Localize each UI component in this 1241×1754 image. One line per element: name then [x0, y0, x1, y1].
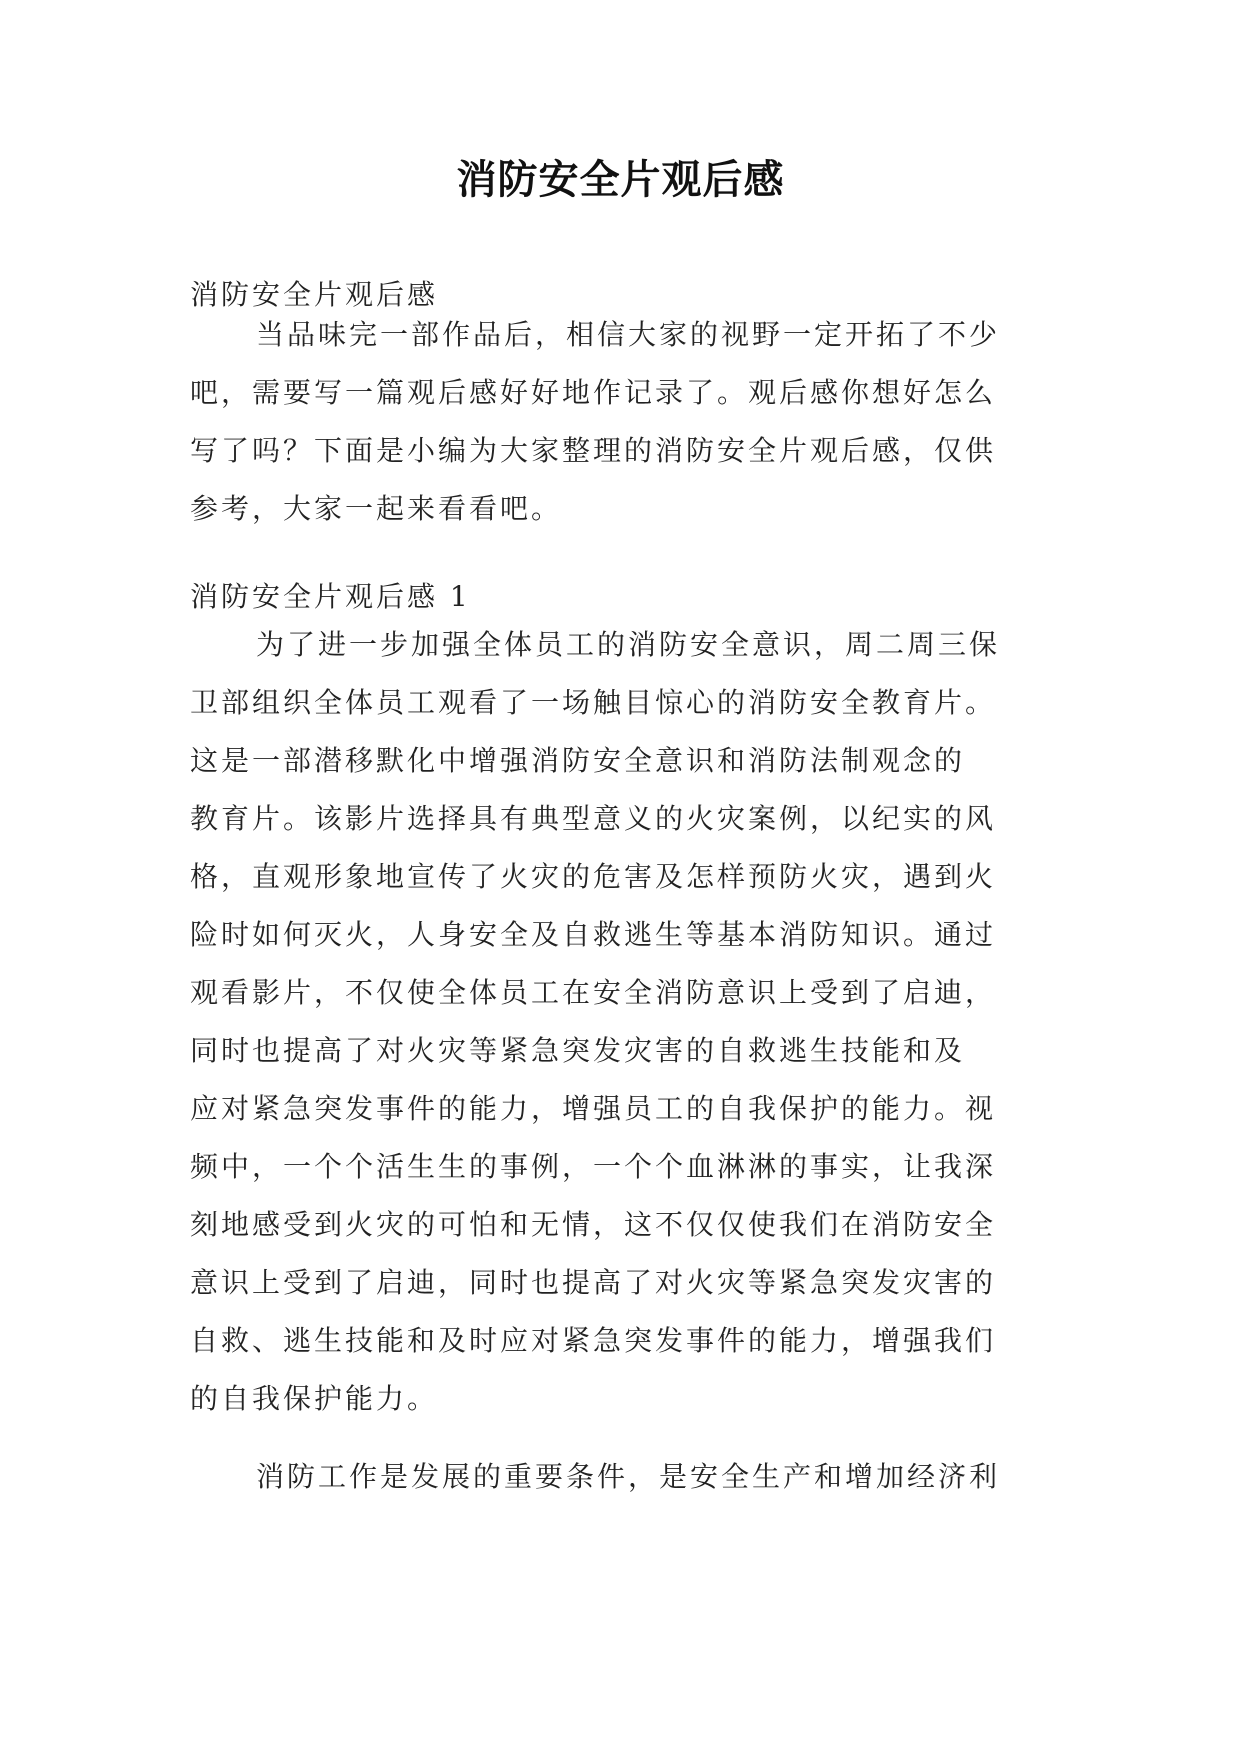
- section-1-paragraph-2: [190, 1448, 1050, 1506]
- text-line: 应对紧急突发事件的能力，增强员工的自我保护的能力。视: [190, 1092, 997, 1125]
- text-line: 为了进一步加强全体员工的消防安全意识，周二周三保: [256, 628, 1001, 661]
- text-line: 同时也提高了对火灾等紧急突发灾害的自救逃生技能和及: [190, 1034, 966, 1067]
- section-1-heading: 消防安全片观后感 1: [190, 580, 471, 613]
- text-line: 刻地感受到火灾的可怕和无情，这不仅仅使我们在消防安全: [190, 1208, 997, 1241]
- text-line: 频中，一个个活生生的事例，一个个血淋淋的事实，让我深: [190, 1150, 997, 1183]
- text-line: 险时如何灭火，人身安全及自救逃生等基本消防知识。通过: [190, 918, 997, 951]
- text-line: 意识上受到了启迪，同时也提高了对火灾等紧急突发灾害的: [190, 1266, 997, 1299]
- text-line: 参考，大家一起来看看吧。: [190, 492, 563, 525]
- intro-heading: 消防安全片观后感: [190, 278, 439, 311]
- text-line: 写了吗？下面是小编为大家整理的消防安全片观后感，仅供: [190, 434, 997, 467]
- text-line: 的自我保护能力。: [190, 1382, 439, 1415]
- text-line: 吧，需要写一篇观后感好好地作记录了。观后感你想好怎么: [190, 376, 997, 409]
- text-line: 卫部组织全体员工观看了一场触目惊心的消防安全教育片。: [190, 686, 997, 719]
- intro-paragraph: [190, 306, 1050, 538]
- text-line: 当品味完一部作品后，相信大家的视野一定开拓了不少: [256, 318, 1001, 351]
- text-line: 自救、逃生技能和及时应对紧急突发事件的能力，增强我们: [190, 1324, 997, 1357]
- text-line: 格，直观形象地宣传了火灾的危害及怎样预防火灾，遇到火: [190, 860, 997, 893]
- text-line: 这是一部潜移默化中增强消防安全意识和消防法制观念的: [190, 744, 966, 777]
- text-line: 教育片。该影片选择具有典型意义的火灾案例，以纪实的风: [190, 802, 997, 835]
- document-title: 消防安全片观后感: [456, 157, 785, 203]
- section-1-paragraph-1: [190, 616, 1050, 1428]
- text-line: 消防工作是发展的重要条件，是安全生产和增加经济利: [256, 1460, 1001, 1493]
- text-line: 观看影片，不仅使全体员工在安全消防意识上受到了启迪，: [190, 976, 997, 1009]
